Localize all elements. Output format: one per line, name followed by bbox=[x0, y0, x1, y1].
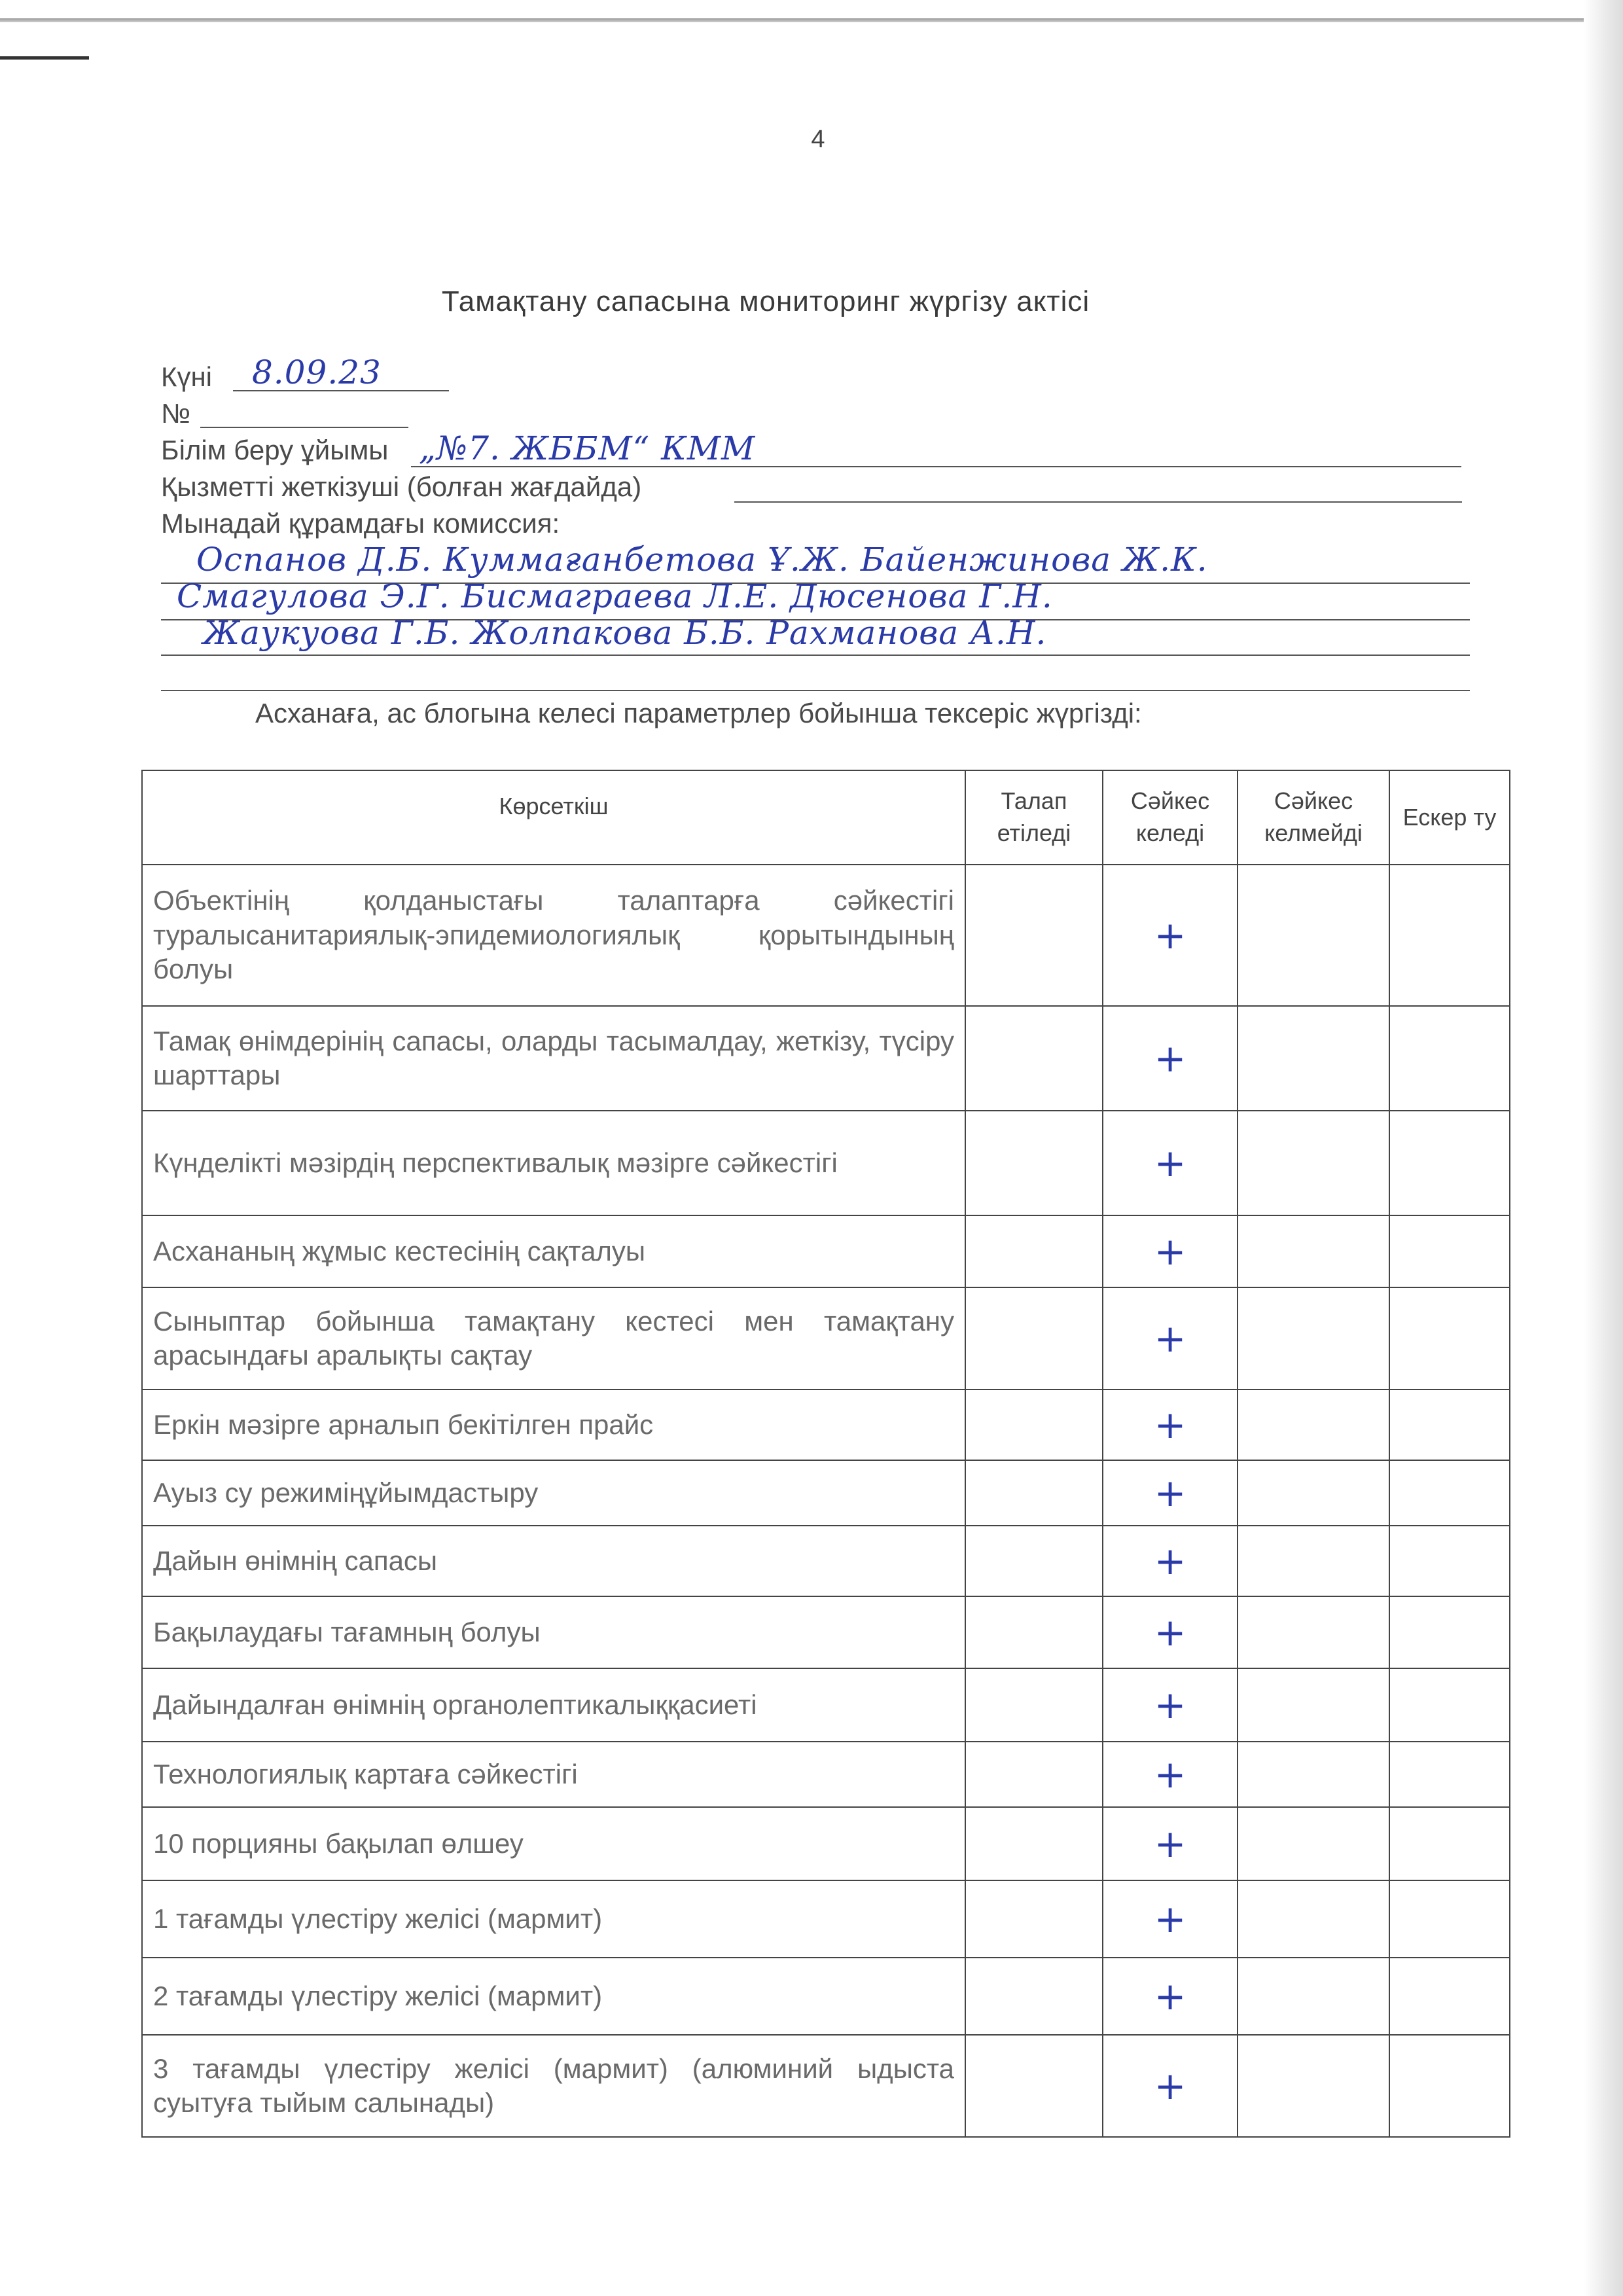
table-row bbox=[142, 1215, 1510, 1287]
note-cell bbox=[1389, 1526, 1510, 1596]
commission-line-3 bbox=[161, 655, 1470, 656]
scan-edge-right bbox=[1584, 0, 1623, 2296]
indicator-cell: Дайын өнімнің сапасы bbox=[142, 1526, 965, 1596]
compliant-mark: + bbox=[1103, 1668, 1238, 1742]
table-row bbox=[142, 1880, 1510, 1958]
header-note: Ескер ту bbox=[1389, 770, 1510, 865]
noncompliant-cell bbox=[1238, 1390, 1389, 1460]
note-cell bbox=[1389, 1742, 1510, 1807]
required-cell bbox=[965, 2035, 1103, 2137]
compliant-mark: + bbox=[1103, 1111, 1238, 1215]
noncompliant-cell bbox=[1238, 1287, 1389, 1390]
indicator-cell: Сыныптар бойынша тамақтану кестесі мен тамақтану арасындағы аралықты сақтау bbox=[142, 1287, 965, 1390]
table-row bbox=[142, 1460, 1510, 1526]
noncompliant-cell bbox=[1238, 1880, 1389, 1958]
required-cell bbox=[965, 865, 1103, 1006]
noncompliant-cell bbox=[1238, 1668, 1389, 1742]
header-required: Талап етіледі bbox=[965, 770, 1103, 865]
note-cell bbox=[1389, 2035, 1510, 2137]
organization-label: Білім беру ұйымы bbox=[161, 435, 389, 465]
required-cell bbox=[965, 1460, 1103, 1526]
noncompliant-cell bbox=[1238, 1111, 1389, 1215]
noncompliant-cell bbox=[1238, 1958, 1389, 2035]
note-cell bbox=[1389, 1006, 1510, 1111]
organization-value: „№7. ЖББМ“ КММ bbox=[419, 429, 756, 467]
indicator-cell: Технологиялық картаға сәйкестігі bbox=[142, 1742, 965, 1807]
indicator-cell: 1 тағамды үлестіру желісі (мармит) bbox=[142, 1880, 965, 1958]
required-cell bbox=[965, 1390, 1103, 1460]
indicator-cell: Асхананың жұмыс кестесінің сақталуы bbox=[142, 1215, 965, 1287]
commission-label: Мынадай құрамдағы комиссия: bbox=[161, 508, 560, 539]
table-row bbox=[142, 1287, 1510, 1390]
compliant-mark: + bbox=[1103, 1215, 1238, 1287]
table-row bbox=[142, 1596, 1510, 1668]
commission-line-4 bbox=[161, 690, 1470, 691]
commission-members-line-2: Смагулова Э.Г. Бисмаграева Л.Е. Дюсенова Г.Н. bbox=[177, 577, 1053, 615]
required-cell bbox=[965, 1215, 1103, 1287]
compliant-mark: + bbox=[1103, 1526, 1238, 1596]
indicator-cell: Күнделікті мәзірдің перспективалық мәзірге сәйкестігі bbox=[142, 1111, 965, 1215]
page-number: 4 bbox=[811, 126, 825, 153]
table-row bbox=[142, 1111, 1510, 1215]
compliant-mark: + bbox=[1103, 1460, 1238, 1526]
compliant-mark: + bbox=[1103, 1596, 1238, 1668]
required-cell bbox=[965, 1006, 1103, 1111]
required-cell bbox=[965, 1111, 1103, 1215]
indicator-cell: Дайындалған өнімнің органолептикалыққасиеті bbox=[142, 1668, 965, 1742]
note-cell bbox=[1389, 1958, 1510, 2035]
indicator-cell: 10 порцияны бақылап өлшеу bbox=[142, 1807, 965, 1880]
compliant-mark: + bbox=[1103, 1006, 1238, 1111]
required-cell bbox=[965, 1880, 1103, 1958]
date-label: Күні bbox=[161, 361, 212, 392]
intro-text: Асханаға, ас блогына келесі параметрлер бойынша тексеріс жүргізді: bbox=[255, 698, 1142, 728]
noncompliant-cell bbox=[1238, 2035, 1389, 2137]
indicator-cell: Еркін мәзірге арналып бекітілген прайс bbox=[142, 1390, 965, 1460]
indicator-cell: Ауыз су режиміңұйымдастыру bbox=[142, 1460, 965, 1526]
indicator-cell: Тамақ өнімдерінің сапасы, оларды тасымалдау, жеткізу, түсіру шарттары bbox=[142, 1006, 965, 1111]
required-cell bbox=[965, 1958, 1103, 2035]
required-cell bbox=[965, 1668, 1103, 1742]
note-cell bbox=[1389, 1460, 1510, 1526]
compliant-mark: + bbox=[1103, 1880, 1238, 1958]
compliant-mark: + bbox=[1103, 2035, 1238, 2137]
note-cell bbox=[1389, 1880, 1510, 1958]
date-value: 8.09.23 bbox=[252, 353, 382, 391]
number-underline bbox=[200, 427, 408, 428]
required-cell bbox=[965, 1526, 1103, 1596]
noncompliant-cell bbox=[1238, 1526, 1389, 1596]
header-noncompliant: Сәйкес келмейді bbox=[1238, 770, 1389, 865]
note-cell bbox=[1389, 1111, 1510, 1215]
number-label: № bbox=[161, 398, 191, 429]
note-cell bbox=[1389, 1668, 1510, 1742]
noncompliant-cell bbox=[1238, 1006, 1389, 1111]
table-row bbox=[142, 1006, 1510, 1111]
monitoring-checklist-table bbox=[141, 770, 1510, 2138]
noncompliant-cell bbox=[1238, 1742, 1389, 1807]
noncompliant-cell bbox=[1238, 1215, 1389, 1287]
noncompliant-cell bbox=[1238, 1460, 1389, 1526]
required-cell bbox=[965, 1742, 1103, 1807]
corner-mark bbox=[0, 56, 89, 60]
document-title: Тамақтану сапасына мониторинг жүргізу актісі bbox=[441, 285, 1090, 317]
table-row bbox=[142, 865, 1510, 1006]
note-cell bbox=[1389, 865, 1510, 1006]
indicator-cell: 3 тағамды үлестіру желісі (мармит) (алюминий ыдыста суытуға тыйым салынады) bbox=[142, 2035, 965, 2137]
required-cell bbox=[965, 1807, 1103, 1880]
table-row bbox=[142, 1526, 1510, 1596]
header-compliant: Сәйкес келеді bbox=[1103, 770, 1238, 865]
indicator-cell: Объектінің қолданыстағы талаптарға сәйкестігі туралысанитариялық-эпидемиологиялық қорытындының болуы bbox=[142, 865, 965, 1006]
noncompliant-cell bbox=[1238, 865, 1389, 1006]
note-cell bbox=[1389, 1807, 1510, 1880]
compliant-mark: + bbox=[1103, 1742, 1238, 1807]
compliant-mark: + bbox=[1103, 1287, 1238, 1390]
table-row bbox=[142, 1958, 1510, 2035]
table-row bbox=[142, 2035, 1510, 2137]
table-row bbox=[142, 1807, 1510, 1880]
supplier-underline bbox=[734, 501, 1462, 503]
required-cell bbox=[965, 1596, 1103, 1668]
indicator-cell: 2 тағамды үлестіру желісі (мармит) bbox=[142, 1958, 965, 2035]
note-cell bbox=[1389, 1596, 1510, 1668]
scan-edge-top bbox=[0, 18, 1623, 22]
compliant-mark: + bbox=[1103, 1390, 1238, 1460]
commission-members-line-1: Оспанов Д.Б. Куммағанбетова Ұ.Ж. Байенжинова Ж.К. bbox=[196, 541, 1208, 579]
indicator-cell: Бақылаудағы тағамның болуы bbox=[142, 1596, 965, 1668]
note-cell bbox=[1389, 1390, 1510, 1460]
table-row bbox=[142, 1742, 1510, 1807]
compliant-mark: + bbox=[1103, 865, 1238, 1006]
compliant-mark: + bbox=[1103, 1807, 1238, 1880]
header-indicator: Көрсеткіш bbox=[142, 770, 965, 865]
commission-members-line-3: Жаукуова Г.Б. Жолпакова Б.Б. Рахманова А.Н. bbox=[203, 614, 1047, 652]
noncompliant-cell bbox=[1238, 1807, 1389, 1880]
table-row bbox=[142, 1668, 1510, 1742]
supplier-label: Қызметті жеткізуші (болған жағдайда) bbox=[161, 471, 642, 502]
noncompliant-cell bbox=[1238, 1596, 1389, 1668]
note-cell bbox=[1389, 1287, 1510, 1390]
note-cell bbox=[1389, 1215, 1510, 1287]
table-row bbox=[142, 1390, 1510, 1460]
required-cell bbox=[965, 1287, 1103, 1390]
compliant-mark: + bbox=[1103, 1958, 1238, 2035]
